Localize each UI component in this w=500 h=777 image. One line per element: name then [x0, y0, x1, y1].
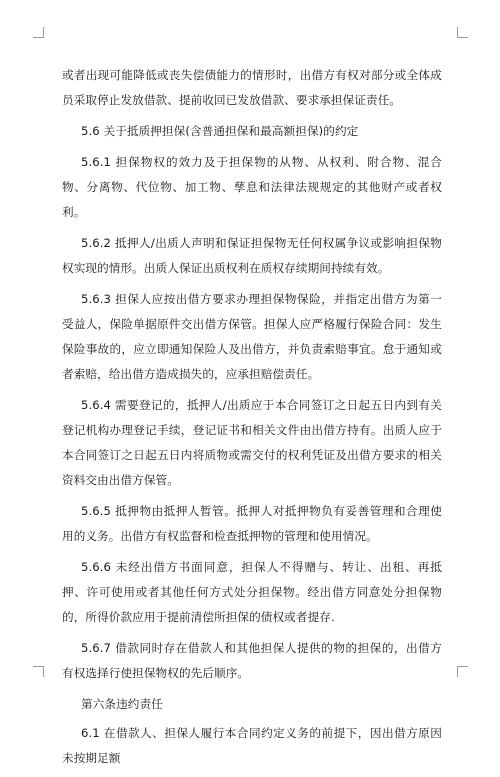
crop-mark-bottom-left: [33, 666, 44, 677]
clause-5-6-6: 5.6.6 未经出借方书面同意，担保人不得赠与、转让、出租、再抵押、许可使用或者其他任何方式处分担保物。经出借方同意处分担保物的，所得价款应用于提前清偿所担保的债权或者提存.: [62, 560, 442, 624]
section-heading-5-6: 5.6 关于抵质押担保(含普通担保和最高额担保)的约定: [81, 124, 359, 138]
paragraph-continued: 或者出现可能降低或丧失偿债能力的情形时，出借方有权对部分或全体成员采取停止发放借款、提前收回已发放借款、要求承担保证责任。: [62, 68, 442, 107]
crop-mark-top-right: [457, 27, 468, 38]
clause-5-6-7: 5.6.7 借款同时存在借款人和其他担保人提供的物的担保的，出借方有权选择行使担保物权的先后顺序。: [62, 641, 442, 680]
clause-5-6-3: 5.6.3 担保人应按出借方要求办理担保物保险，并指定出借方为第一受益人，保险单据原件交出借方保管。担保人应严格履行保险合同：发生保险事故的，应立即通知保险人及出借方，并负责索赔事宜。怠于通知或者索赔，给出借方造成损失的，应承担赔偿责任。: [62, 292, 442, 381]
clause-5-6-2: 5.6.2 抵押人/出质人声明和保证担保物无任何权属争议或影响担保物权实现的情形。出质人保证出质权利在质权存续期间持续有效。: [62, 236, 442, 275]
clause-5-6-4: 5.6.4 需要登记的，抵押人/出质应于本合同签订之日起五日内到有关登记机构办理登记手续，登记证书和相关文件由出借方持有。出质人应于本合同签订之日起五日内将质物或需交付的权利凭证及出借方要求的相关资料交由出借方保管。: [62, 398, 442, 487]
clause-5-6-5: 5.6.5 抵押物由抵押人暂管。抵押人对抵押物负有妥善管理和合理使用的义务。出借方有权监督和检查抵押物的管理和使用情况。: [62, 504, 442, 543]
crop-mark-top-left: [33, 27, 44, 38]
crop-mark-bottom-right: [457, 666, 468, 677]
document-body: [62, 63, 442, 777]
clause-6-1: 6.1 在借款人、担保人履行本合同约定义务的前提下，因出借方原因未按期足额: [62, 726, 442, 765]
article-6-heading: 第六条违约责任: [81, 697, 163, 711]
clause-5-6-1: 5.6.1 担保物权的效力及于担保物的从物、从权利、附合物、混合物、分离物、代位物、加工物、孳息和法律法规规定的其他财产或者权利。: [62, 155, 442, 219]
